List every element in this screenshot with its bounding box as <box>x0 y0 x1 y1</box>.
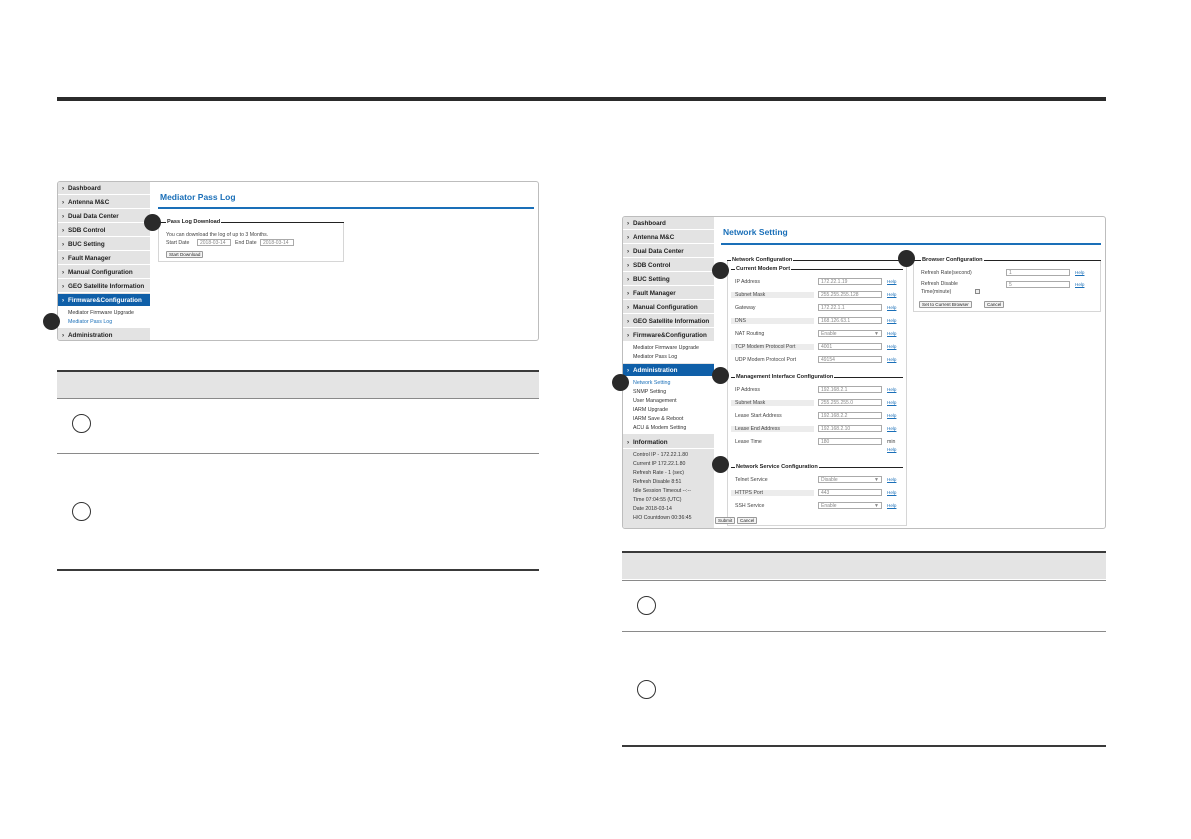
sub-mediator-pass-log[interactable]: Mediator Pass Log <box>68 319 113 325</box>
nav-buc-setting[interactable]: › BUC Setting <box>623 273 714 286</box>
chevron-down-icon: ▼ <box>874 331 879 337</box>
right-sidebar <box>623 217 714 528</box>
sub-acu-modem-setting[interactable]: ACU & Modem Setting <box>633 425 687 431</box>
field-label: Lease End Address <box>731 426 814 432</box>
set-current-browser-button[interactable]: Set to Current Browser <box>919 301 972 308</box>
nav-administration[interactable]: › Administration <box>623 364 714 377</box>
mgmt-subnet-input[interactable]: 255.255.255.0 <box>818 399 882 406</box>
callout-marker-1 <box>144 214 161 231</box>
lease-end-input[interactable]: 192.168.2.10 <box>818 425 882 432</box>
left-sidebar <box>58 182 150 340</box>
refresh-disable-input[interactable]: 5 <box>1006 281 1070 288</box>
table-rule <box>622 580 1106 581</box>
callout-marker-admin <box>612 374 629 391</box>
page-title: Network Setting <box>723 227 788 237</box>
start-date-label: Start Date <box>166 240 190 246</box>
nav-sdb-control[interactable]: › SDB Control <box>58 224 150 237</box>
nav-antenna[interactable]: › Antenna M&C <box>58 196 150 209</box>
lease-start-input[interactable]: 192.168.2.2 <box>818 412 882 419</box>
tcp-port-input[interactable]: 4001 <box>818 343 882 350</box>
sub-iarm-upgrade[interactable]: IARM Upgrade <box>633 407 669 413</box>
nav-dual-data-center[interactable]: › Dual Data Center <box>623 245 714 258</box>
help-link[interactable]: Help <box>887 477 897 482</box>
chevron-down-icon: ▼ <box>874 477 879 483</box>
nav-fault-manager[interactable]: › Fault Manager <box>623 287 714 300</box>
title-rule <box>721 243 1101 245</box>
sub-mediator-pass-log[interactable]: Mediator Pass Log <box>633 354 678 360</box>
info-refresh-rate: Refresh Rate - 1 (sec) <box>633 470 685 476</box>
sub-user-management[interactable]: User Management <box>633 398 677 404</box>
sub-mediator-firmware-upgrade[interactable]: Mediator Firmware Upgrade <box>68 310 134 316</box>
field-label: Subnet Mask <box>731 292 814 298</box>
callout-marker-browser <box>898 250 915 267</box>
help-link[interactable]: Help <box>887 318 897 323</box>
title-rule <box>158 207 534 209</box>
modem-subnet-input[interactable]: 255.255.255.128 <box>818 291 882 298</box>
nav-sdb-control[interactable]: › SDB Control <box>623 259 714 272</box>
callout-marker-mgmt <box>712 367 729 384</box>
https-port-input[interactable]: 443 <box>818 489 882 496</box>
help-link[interactable]: Help <box>887 490 897 495</box>
section-network-service: Network Service Configuration <box>736 464 818 470</box>
help-link[interactable]: Help <box>887 357 897 362</box>
field-label: Lease Time <box>735 439 762 445</box>
table-rule <box>622 631 1106 632</box>
refresh-rate-label: Refresh Rate(second) <box>921 270 972 276</box>
help-link[interactable]: Help <box>887 503 897 508</box>
description-text: You can download the log of up to 3 Months. <box>166 232 269 238</box>
field-label: IP Address <box>735 279 760 285</box>
sub-snmp-setting[interactable]: SNMP Setting <box>633 389 667 395</box>
help-link[interactable]: Help <box>887 292 897 297</box>
refresh-disable-checkbox[interactable] <box>975 289 980 294</box>
network-config-box <box>727 260 907 526</box>
table-row-marker-2 <box>72 502 91 521</box>
help-link[interactable]: Help <box>887 305 897 310</box>
info-date: Date 2018-03-14 <box>633 506 672 512</box>
field-label: TCP Modem Protocol Port <box>731 344 814 350</box>
help-link[interactable]: Help <box>887 344 897 349</box>
mgmt-ip-input[interactable]: 192.168.2.1 <box>818 386 882 393</box>
page-title: Mediator Pass Log <box>160 192 236 202</box>
lease-unit: min <box>887 439 896 445</box>
sub-iarm-save-reboot[interactable]: IARM Save & Reboot <box>633 416 684 422</box>
modem-ip-input[interactable]: 172.22.1.19 <box>818 278 882 285</box>
chevron-down-icon: ▼ <box>874 503 879 509</box>
udp-port-input[interactable]: 49154 <box>818 356 882 363</box>
table-bottom-rule <box>57 569 539 571</box>
section-pass-log-download: Pass Log Download <box>167 219 221 225</box>
info-refresh-disable: Refresh Disable 8:51 <box>633 479 682 485</box>
cancel-button[interactable]: Cancel <box>737 517 757 524</box>
nav-dual-data-center[interactable]: › Dual Data Center <box>58 210 150 223</box>
table-header <box>57 370 539 398</box>
start-date-input[interactable]: 2018-03-14 <box>197 239 231 246</box>
field-label: UDP Modem Protocol Port <box>735 357 797 363</box>
help-link[interactable]: Help <box>887 331 897 336</box>
browser-cancel-button[interactable]: Cancel <box>984 301 1004 308</box>
nat-routing-select[interactable]: Enable ▼ <box>818 330 882 337</box>
help-link[interactable]: Help <box>887 279 897 284</box>
section-current-modem-port: Current Modem Port <box>736 266 791 272</box>
nav-information[interactable]: › Information <box>623 436 714 449</box>
info-control-ip: Control IP - 172.22.1.80 <box>633 452 688 458</box>
table-rule <box>57 398 539 399</box>
sub-mediator-firmware-upgrade[interactable]: Mediator Firmware Upgrade <box>633 345 699 351</box>
nav-fault-manager[interactable]: › Fault Manager <box>58 252 150 265</box>
field-label: IP Address <box>735 387 760 393</box>
top-rule <box>57 97 1106 101</box>
field-label: HTTPS Port <box>731 490 814 496</box>
table-bottom-rule <box>622 745 1106 747</box>
nav-dashboard[interactable]: › Dashboard <box>623 217 714 230</box>
refresh-disable-label-2: Time(minute) <box>921 289 952 295</box>
field-label: DNS <box>731 318 814 324</box>
table-row-marker-1 <box>72 414 91 433</box>
info-current-ip: Current IP 172.22.1.80 <box>633 461 686 467</box>
ssh-select[interactable]: Enable ▼ <box>818 502 882 509</box>
info-time: Time 07:04:55 (UTC) <box>633 497 682 503</box>
field-label: Telnet Service <box>735 477 768 483</box>
field-label: SSH Service <box>735 503 765 509</box>
modem-gateway-input[interactable]: 172.22.1.1 <box>818 304 882 311</box>
network-setting-screenshot <box>622 216 1106 529</box>
info-ho-countdown: H/O Countdown 00:36:45 <box>633 515 692 521</box>
field-label: NAT Routing <box>735 331 765 337</box>
section-network-configuration: Network Configuration <box>732 257 793 263</box>
nav-geo-satellite[interactable]: › GEO Satellite Information <box>58 280 150 293</box>
callout-marker-service <box>712 456 729 473</box>
field-label: Subnet Mask <box>731 400 814 406</box>
lease-time-input[interactable]: 180 <box>818 438 882 445</box>
table-row-marker-1 <box>637 596 656 615</box>
nav-geo-satellite[interactable]: › GEO Satellite Information <box>623 315 714 328</box>
help-link[interactable]: Help <box>887 413 897 418</box>
section-management-interface: Management Interface Configuration <box>736 374 834 380</box>
callout-marker-modem <box>712 262 729 279</box>
nav-manual-configuration[interactable]: › Manual Configuration <box>623 301 714 314</box>
mediator-pass-log-screenshot <box>57 181 539 341</box>
modem-dns-input[interactable]: 168.126.63.1 <box>818 317 882 324</box>
telnet-select[interactable]: Disable ▼ <box>818 476 882 483</box>
field-label: Lease Start Address <box>735 413 782 419</box>
help-link[interactable]: Help <box>887 387 897 392</box>
refresh-disable-label: Refresh Disable <box>921 281 958 287</box>
start-download-button[interactable]: Start Download <box>166 251 203 258</box>
table-header <box>622 551 1106 579</box>
help-link[interactable]: Help <box>887 400 897 405</box>
sub-network-setting[interactable]: Network Setting <box>633 380 671 386</box>
help-link[interactable]: Help <box>1075 282 1085 287</box>
nav-buc-setting[interactable]: › BUC Setting <box>58 238 150 251</box>
end-date-label: End Date <box>235 240 257 246</box>
end-date-input[interactable]: 2018-03-14 <box>260 239 294 246</box>
table-rule <box>57 453 539 454</box>
help-link[interactable]: Help <box>1075 270 1085 275</box>
nav-firmware-configuration[interactable]: › Firmware&Configuration <box>623 329 714 342</box>
nav-administration[interactable]: › Administration <box>58 329 150 341</box>
field-label: Gateway <box>735 305 756 311</box>
callout-marker-2 <box>43 313 60 330</box>
nav-dashboard[interactable]: › Dashboard <box>58 182 150 195</box>
section-browser-configuration: Browser Configuration <box>922 257 983 263</box>
info-idle-timeout: Idle Session Timeout --:-- <box>633 488 691 494</box>
nav-manual-configuration[interactable]: › Manual Configuration <box>58 266 150 279</box>
refresh-rate-input[interactable]: 1 <box>1006 269 1070 276</box>
nav-firmware-configuration[interactable]: › Firmware&Configuration <box>58 294 150 307</box>
submit-button[interactable]: Submit <box>715 517 735 524</box>
help-link[interactable]: Help <box>887 426 897 431</box>
nav-antenna[interactable]: › Antenna M&C <box>623 231 714 244</box>
table-row-marker-2 <box>637 680 656 699</box>
help-link[interactable]: Help <box>887 447 897 452</box>
